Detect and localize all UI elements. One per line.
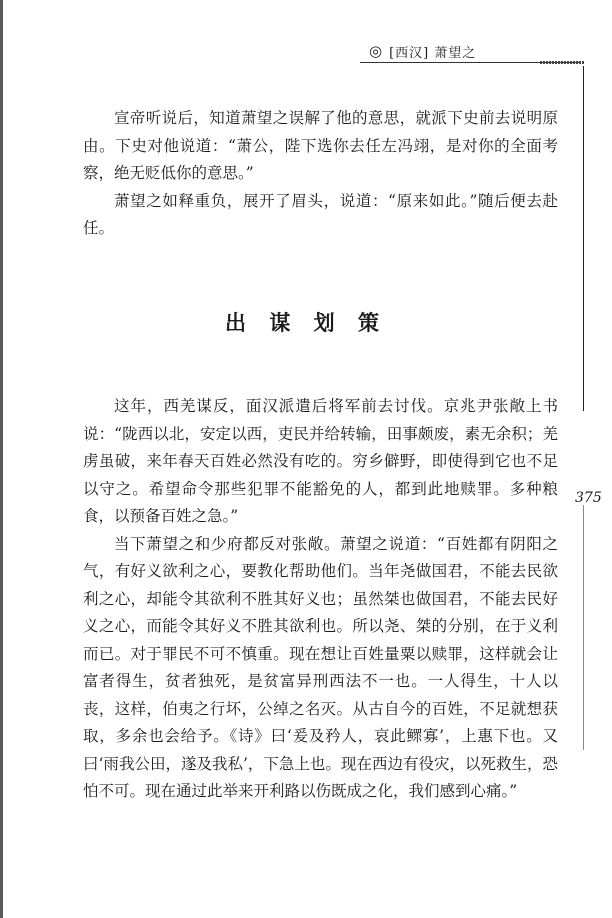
header-title: [西汉] 萧望之 [389, 45, 477, 61]
running-header [369, 40, 569, 62]
paragraph: 萧望之如释重负，展开了眉头，说道：“原来如此。”随后便去赴任。 [83, 191, 558, 237]
margin-rule-bottom [583, 505, 584, 750]
body-text-after [83, 393, 558, 806]
page-left-edge [0, 0, 3, 918]
page-number: 375 [575, 490, 602, 506]
margin-rule-top [583, 66, 584, 411]
paragraph: 这年，西羌谋反，面汉派遣后将军前去讨伐。京兆尹张敞上书说：“陇西以北，安定以西，吏民并给转输，田事颇废，素无余积；羌虏虽破，来年春天百姓必然没有吃的。穷乡僻野，即使得到它也不足以守之。希望命令那些犯罪不能豁免的人，都到此地赎罪。多种粮食，以预备百姓之急。” [83, 397, 558, 525]
paragraph: 当下萧望之和少府都反对张敞。萧望之说道：“百姓都有阴阳之气，有好义欲利之心，要教化帮助他们。当年尧做国君，不能去民欲利之心，却能令其欲利不胜其好义也；虽然桀也做国君，不能去民好义之心，而能令其好义不胜其欲利也。所以尧、桀的分别，在于义利而已。对于罪民不可不慎重。现在想让百姓量粟以赎罪，这样就会让富者得生，贫者独死，是贫富异刑西法不一也。一人得生，十人以丧，这样，伯夷之行坏，公绰之名灭。从古自今的百姓，不足就想获取，多余也会给予。《诗》曰‘爰及矜人，哀此鳏寡’，上惠下也。又曰‘雨我公田，遂及我私’，下急上也。现在西边有役灾，以死救生，恐怕不可。现在通过此举来开利路以伤既成之化，我们感到心痛。” [83, 534, 558, 800]
section-heading: 出 谋 划 策 [225, 311, 387, 335]
circle-mark-icon: ◎ [369, 42, 384, 60]
header-ornament [540, 61, 585, 64]
body-text-before [83, 105, 558, 243]
paragraph: 宣帝听说后，知道萧望之误解了他的意思，就派下史前去说明原由。下史对他说道：“萧公，陛下选你去任左冯翊，是对你的全面考察，绝无贬低你的意思。” [83, 109, 558, 182]
